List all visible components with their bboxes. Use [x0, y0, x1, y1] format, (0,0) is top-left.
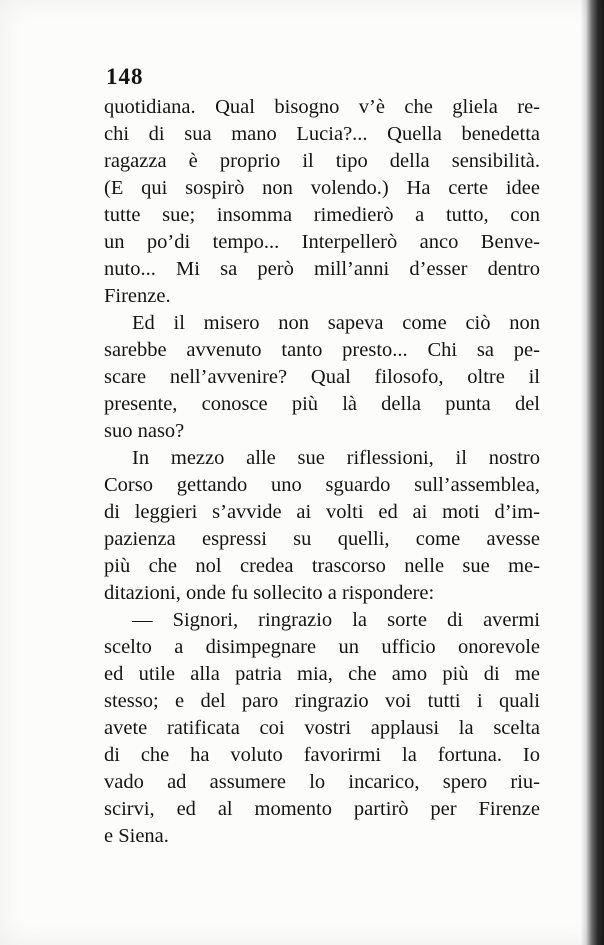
- text-line: presente, conosce più là della punta del: [104, 393, 540, 415]
- text-line: di leggieri s’avvide ai volti ed ai moti d’im-: [104, 501, 540, 523]
- text-line: tutte sue; insomma rimedierò a tutto, con: [104, 204, 540, 226]
- text-line: Ed il misero non sapeva come ciò non: [132, 312, 540, 334]
- text-line: stesso; e del paro ringrazio voi tutti i quali: [104, 690, 540, 712]
- text-line: (E qui sospirò non volendo.) Ha certe idee: [104, 177, 540, 199]
- text-line: sarebbe avvenuto tanto presto... Chi sa pe-: [104, 339, 540, 361]
- text-line: di che ha voluto favorirmi la fortuna. Io: [104, 744, 540, 766]
- book-spine: [580, 0, 604, 945]
- text-line: avete ratificata coi vostri applausi la scelta: [104, 717, 540, 739]
- text-line: scelto a disimpegnare un ufficio onorevole: [104, 636, 540, 658]
- page-number: 148: [106, 64, 144, 89]
- text-line: chi di sua mano Lucia?... Quella benedetta: [104, 123, 540, 145]
- text-line: Corso gettando uno sguardo sull’assemblea,: [104, 474, 540, 496]
- text-line: Firenze.: [104, 285, 171, 307]
- body-text: [104, 94, 540, 850]
- text-line: scare nell’avvenire? Qual filosofo, oltre il: [104, 366, 540, 388]
- text-line: ditazioni, onde fu sollecito a rispondere:: [104, 582, 435, 604]
- text-line: In mezzo alle sue riflessioni, il nostro: [132, 447, 540, 469]
- text-line: un po’di tempo... Interpellerò anco Benve-: [104, 231, 540, 253]
- text-line: ragazza è proprio il tipo della sensibilità.: [104, 150, 540, 172]
- text-line: più che nol credea trascorso nelle sue me-: [104, 555, 540, 577]
- text-line: — Signori, ringrazio la sorte di avermi: [132, 609, 540, 631]
- text-line: nuto... Mi sa però mill’anni d’esser dentro: [104, 258, 540, 280]
- text-line: ed utile alla patria mia, che amo più di me: [104, 663, 540, 685]
- text-line: scirvi, ed al momento partirò per Firenze: [104, 798, 540, 820]
- text-line: e Siena.: [104, 825, 169, 847]
- text-line: pazienza espressi su quelli, come avesse: [104, 528, 540, 550]
- text-line: vado ad assumere lo incarico, spero riu-: [104, 771, 540, 793]
- text-line: suo naso?: [104, 420, 185, 442]
- text-line: quotidiana. Qual bisogno v’è che gliela re-: [104, 96, 540, 118]
